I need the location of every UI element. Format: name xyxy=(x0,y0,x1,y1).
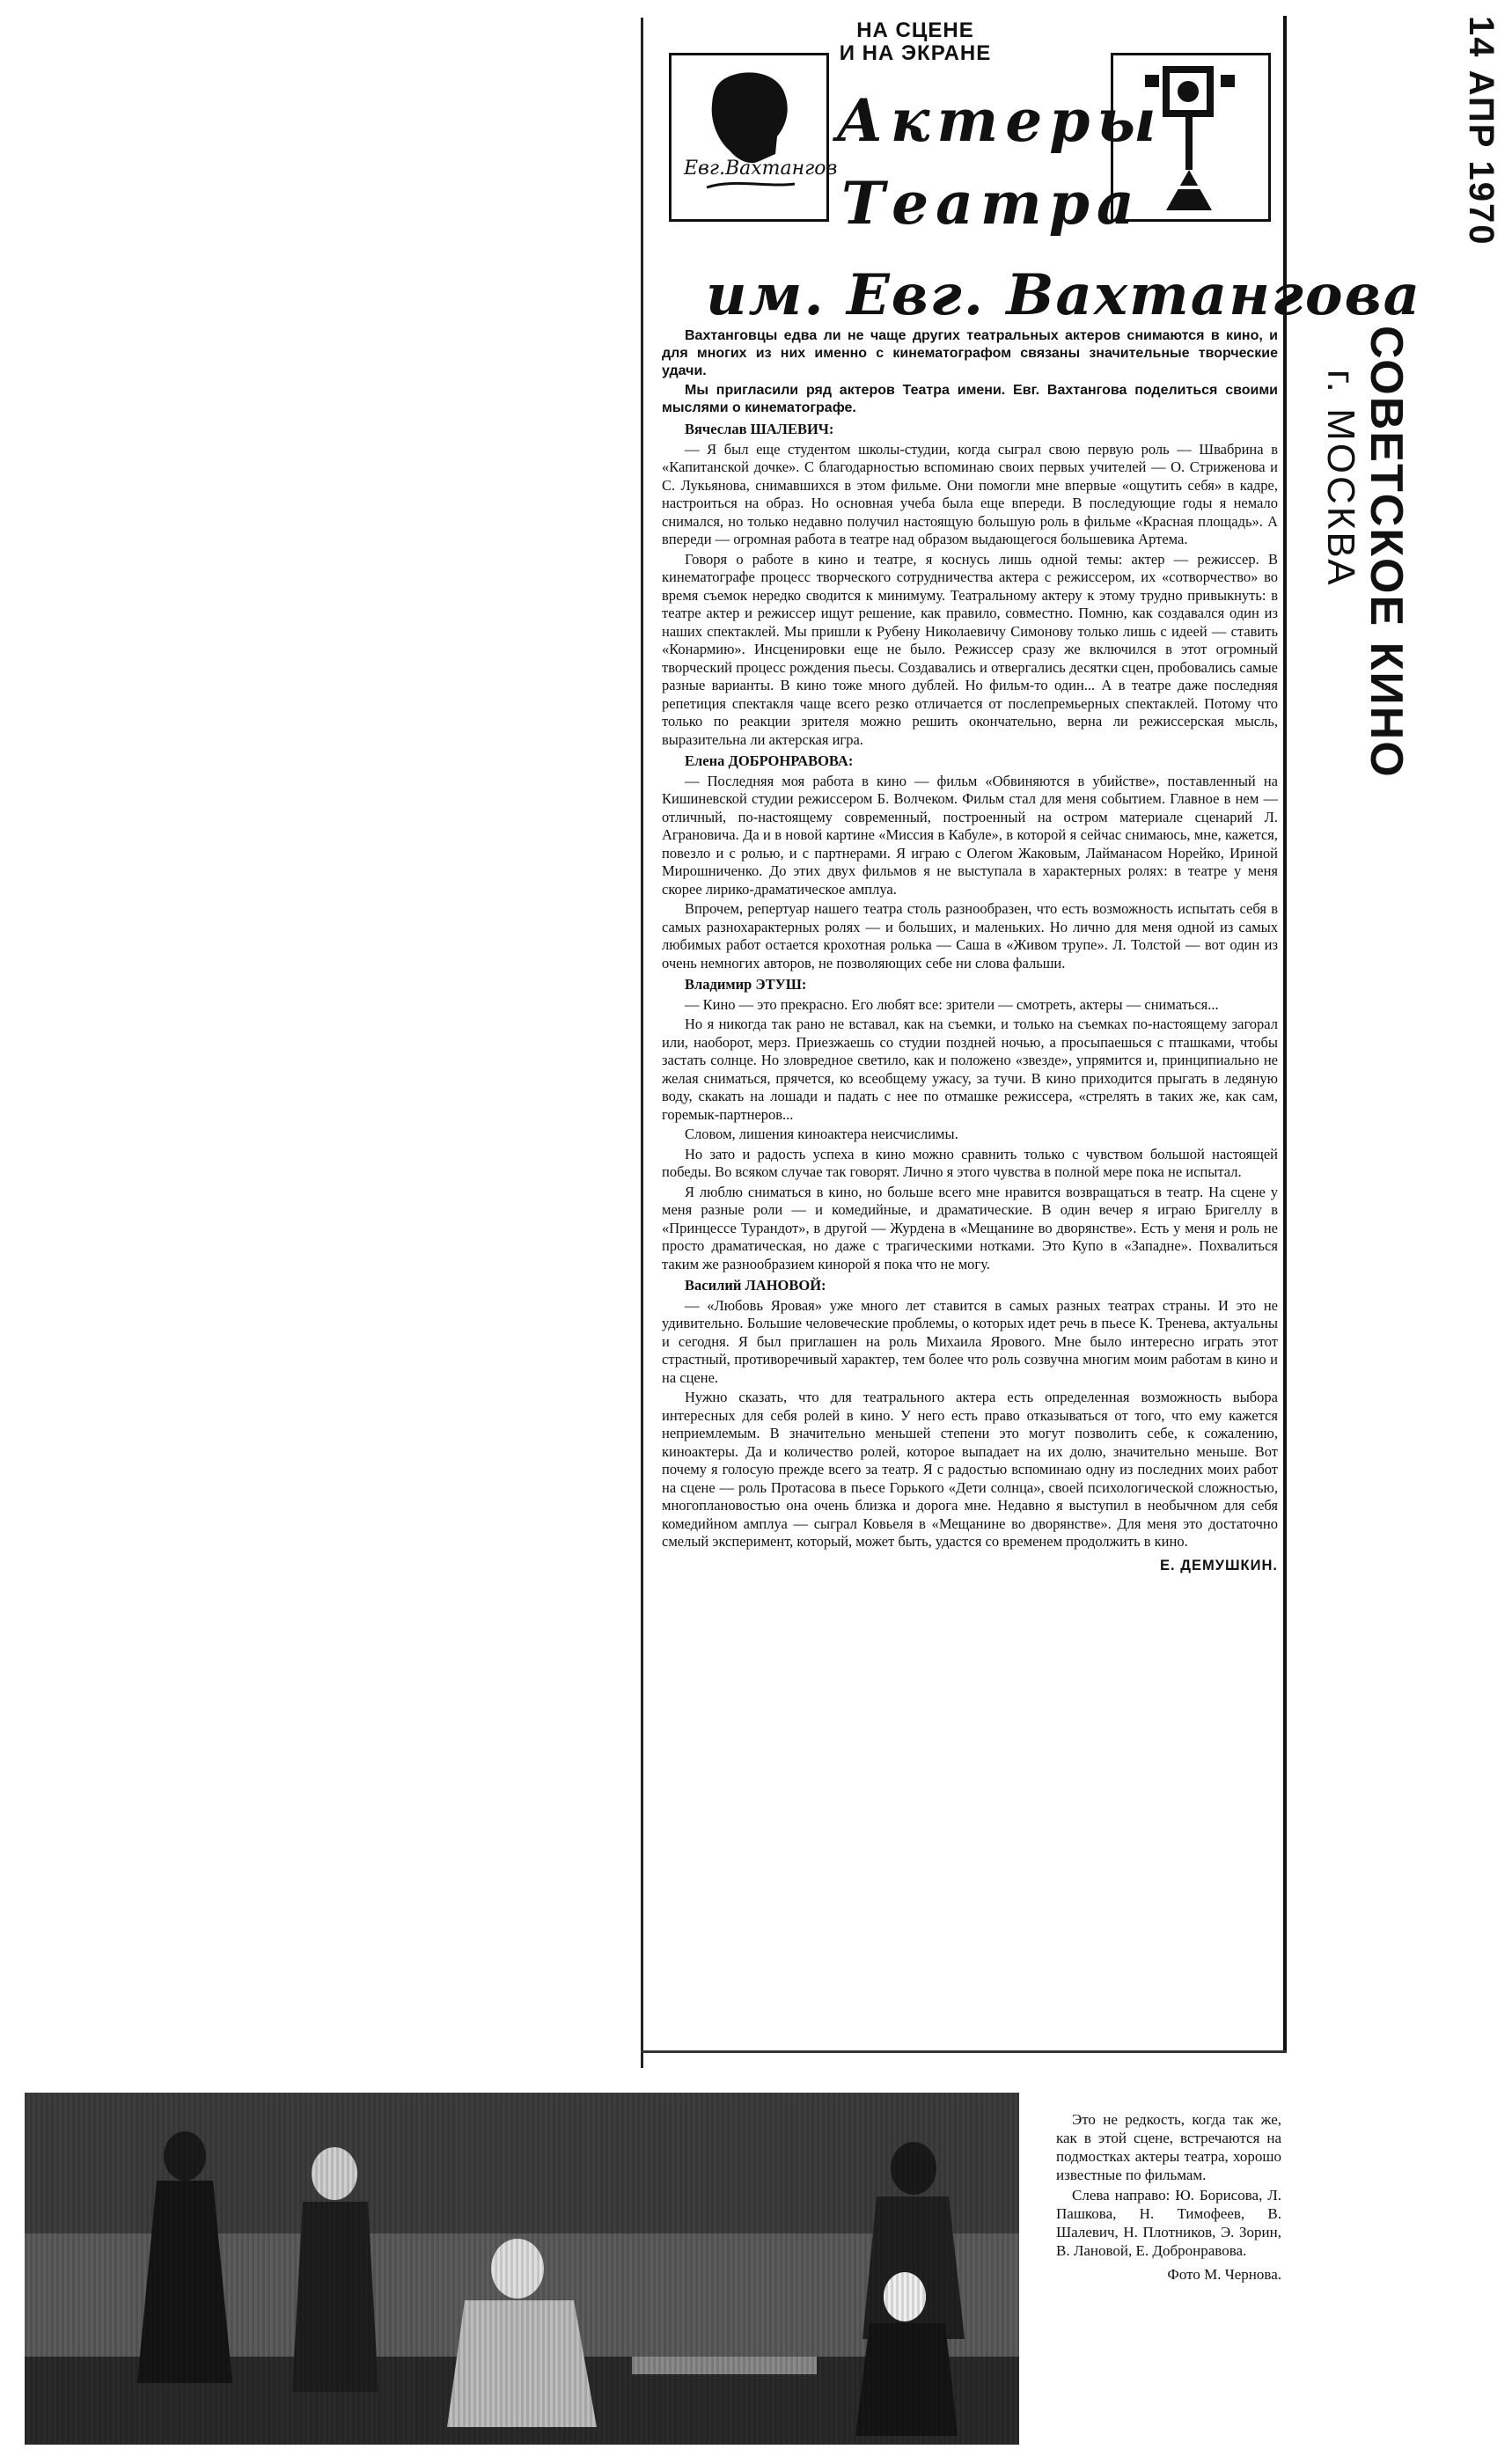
author-byline: Вячеслав ШАЛЕВИЧ: xyxy=(685,421,834,437)
author-byline: Василий ЛАНОВОЙ: xyxy=(685,1277,826,1294)
caption-paragraph: Слева направо: Ю. Борисова, Л. Пашкова, Н. Тимофеев, В. Шалевич, Н. Плотников, Э. Зорин, В. Лановой, Е. Добронравова. xyxy=(1056,2187,1281,2259)
article-paragraph: Впрочем, репертуар нашего театра столь разнообразен, что есть возможность испытать себя в самых разнохарактерных ролях — и больших, и маленьких. Но лично для меня одной из самых любимых работ остается крохотная ролька — Саша в «Живом трупе». Л. Толстой — вот один из очень немногих авторов, не позволяющих себе ни слова фальши. xyxy=(662,900,1278,972)
author-byline: Владимир ЭТУШ: xyxy=(685,976,807,993)
rubric xyxy=(818,19,1012,65)
rubric-line-1: НА СЦЕНЕ xyxy=(856,18,974,42)
vakhtangov-portrait-logo xyxy=(669,53,838,222)
signature-text: Евг.Вахтангов xyxy=(684,158,838,180)
clipping-bottom-edge xyxy=(641,2050,1287,2053)
headline-line-1: Актеры xyxy=(836,86,1163,155)
article-body xyxy=(662,327,1278,1576)
newspaper-name-stamp: СОВЕТСКОЕ КИНО xyxy=(1361,326,1412,779)
article-paragraph: — Я был еще студентом школы-студии, когда сыграл свою первую роль — Швабрина в «Капитанской дочке». С благодарностью вспоминаю своих первых учителей — О. Стриженова и С. Лукьянова, снимавшихся в этом фильме. Они помогли мне впервые «ощутить себя» в кадре, настроиться на образ. Но основная учеба была еще впереди. В последующие годы я немало снимался, но только недавно получил настоящую большую роль в фильме «Красная площадь». А впереди — огромная работа в театре над образом выдающегося большевика Артема. xyxy=(662,440,1278,547)
article-paragraph: Но я никогда так рано не вставал, как на съемки, и только на съемках по-настоящему загорал или, наоборот, мерз. Приезжаешь со студии поздней ночью, а просыпаешься с пташками, чтобы застать солнце. Но зловредное светило, как и положено «звезде», упрямится и, принципиально не желая сниматься, прячется, ко всеобщему ужасу, за тучи. В кино приходится прыгать в ледяную воду, скакать на лошади и падать с нее по отмашке режиссера, «стрелять в таких же, как сам, горемык-партнеров... xyxy=(662,1016,1278,1123)
article-paragraph: — «Любовь Яровая» уже много лет ставится в самых разных театрах страны. И это не удивительно. Большие человеческие проблемы, о которых идет речь в пьесе К. Тренева, актуальны и сегодня. Я был приглашен на роль Михаила Ярового. Мне было интересно играть этот страстный, противоречивый характер, тем более что роль созвучна многим моим работам в кино и на сцене. xyxy=(662,1296,1278,1386)
caption-paragraph: Это не редкость, когда так же, как в этой сцене, встречаются на подмостках актеры театра, хорошо известные по фильмам. xyxy=(1056,2111,1281,2183)
author-signature: Е. ДЕМУШКИН. xyxy=(1160,1557,1278,1573)
city-stamp: г. МОСКВА xyxy=(1319,370,1362,588)
stage-scene-photo xyxy=(25,2093,1019,2445)
date-stamp: 14 АПР 1970 xyxy=(1462,16,1501,246)
photo-caption xyxy=(1056,2110,1281,2285)
article-paragraph: — Последняя моя работа в кино — фильм «Обвиняются в убийстве», поставленный на Кишиневской студии режиссером Б. Волчеком. Фильм стал для меня событием. Главное в нем — отличный, по-настоящему современный, построенный на остром материале сценарий Л. Аграновича. Да и в новой картине «Миссия в Кабуле», в которой я сейчас снимаюсь, мне, кажется, повезло и с ролью, и с партнерами. Я играю с Олегом Жаковым, Лайманасом Норейко, Ириной Мирошниченко. До этих двух фильмов я не выступала в характерных ролях: в театре у меня скорее лирико-драматическое амплуа. xyxy=(662,772,1278,898)
article-paragraph: Но зато и радость успеха в кино можно сравнить только с чувством большой настоящей победы. Во всяком случае так говорят. Лично я этого чувства в полной мере пока не испытал. xyxy=(662,1145,1278,1180)
lead-paragraph: Вахтанговцы едва ли не чаще других театральных актеров снимаются в кино, и для многих из них именно с кинематографом связаны значительные творческие удачи. xyxy=(662,328,1278,378)
article-paragraph: — Кино — это прекрасно. Его любят все: зрители — смотреть, актеры — сниматься... xyxy=(685,995,1219,1013)
article-paragraph: Я люблю сниматься в кино, но больше всего мне нравится возвращаться в театр. На сцене у меня разные роли — и комедийные, и драматические. В один вечер я играю Бригеллу в «Принцессе Турандот», в другой — Журдена в «Мещанине во дворянстве». Есть у меня и роль не просто драматическая, но даже с трагическими нотками. Это Купо в «Западне». Похвалиться таким же разнообразием кинорой я пока что не могу. xyxy=(662,1183,1278,1272)
article-paragraph: Словом, лишения киноактера неисчислимы. xyxy=(685,1126,958,1142)
head-silhouette-icon xyxy=(672,55,826,219)
author-byline: Елена ДОБРОНРАВОВА: xyxy=(685,752,854,769)
lead-paragraph: Мы пригласили ряд актеров Театра имени. Евг. Вахтангова поделиться своими мыслями о кинематографе. xyxy=(662,383,1278,415)
photo-credit: Фото М. Чернова. xyxy=(1167,2266,1281,2283)
photo-image xyxy=(25,2093,1019,2445)
clipping-left-edge xyxy=(641,18,643,2068)
article-paragraph: Говоря о работе в кино и театре, я коснусь лишь одной темы: актер — режиссер. В кинематографе процесс творческого сотрудничества актера с режиссером, их «сотворчество» во время съемок нередко сводится к минимуму. Театральному актеру к этому трудно привыкнуть: в театре актер и режиссер ищут решение, как правило, совместно. Помню, как создавался один из наших спектаклей. Мы пришли к Рубену Николаевичу Симонову только лишь с идеей — ставить «Конармию». Инсценировки еще не было. Режиссер сразу же включился в этот огромный творческий процесс рождения пьесы. Создавались и отвергались десятки сцен, пробовались самые разные варианты. В кино тоже много дублей. Но фильм-то один... А в театре даже последняя репетиция спектакля чаще всего резко отличается от послепремьерных спектаклей. Потому что только по реакции зрителя можно решить окончательно, верна ли режиссерская мысль, выразительна ли актерская игра. xyxy=(662,550,1278,748)
rubric-line-2: И НА ЭКРАНЕ xyxy=(839,41,992,65)
headline-line-3: им. Евг. Вахтангова xyxy=(706,262,1422,328)
article-paragraph: Нужно сказать, что для театрального актера есть определенная возможность выбора интересных для себя ролей в кино. У него есть право отказываться от того, что ему кажется неприемлемым. В значительно меньшей степени это могут позволить себе, к сожалению, киноактеры. Да и количество ролей, которое выпадает на их долю, значительно меньше. Вот почему я голосую прежде всего за театр. Я с радостью вспоминаю одну из последних моих работ на сцене — роль Протасова в пьесе Горького «Дети солнца», своей психологической сложностью, многоплановостью она очень близка и дорога мне. Недавно я выступил в необычном для себя комедийном амплуа — сыграл Ковьеля в «Мещанине во дворянстве». Для меня это достаточно смелый эксперимент, который, может быть, удастся со временем продолжить в кино. xyxy=(662,1389,1278,1550)
headline-line-2: Театра xyxy=(841,169,1141,238)
